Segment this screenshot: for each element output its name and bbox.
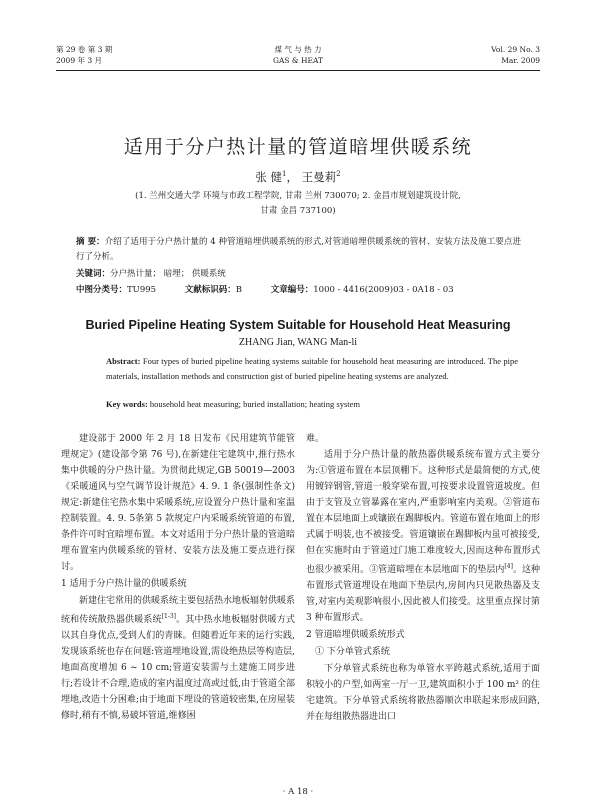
keywords-label-cn: 关键词： — [76, 269, 111, 279]
volume-issue: 第 29 卷 第 3 期 — [56, 45, 113, 54]
keywords-cn — [76, 267, 226, 281]
paragraph-text: 。其中热水地板辐射供暖方式以其自身优点,受到人们的青睐。但随着近年来的运行实践,发现该系统也存在问题:管道埋地设置,需设绝热层等构造层,地面高度增加 6 ~ 10 cm;管道安装需与土建施工同步进行;若设计不合理,造成的室内温度过高或过低,由于管道全部埋地,改造十分困难;由于地面下埋设的管道较密集,在房屋装修时,稍有不慎,易破坏管道,维修困 — [61, 615, 295, 721]
journal-name-en: GAS & HEAT — [272, 56, 323, 65]
paragraph-text: 新建住宅常用的供暖系统主要包括热水地板辐射供暖系统和传统散热器供暖系统 — [61, 596, 296, 625]
clc-value: TU995 — [127, 285, 157, 295]
keywords-text-cn: 分户热计量； 暗埋； 供暖系统 — [110, 269, 226, 279]
classification-row — [76, 283, 454, 297]
body-paragraph — [306, 447, 540, 626]
article-number-value: 1000 - 4416(2009)03 - 0A18 - 03 — [313, 285, 454, 295]
abstract-label-cn: 摘 要： — [76, 237, 105, 247]
keywords-en — [106, 399, 360, 409]
affiliation-line: 甘肃 金昌 737100) — [260, 206, 336, 216]
clc-label: 中图分类号： — [76, 285, 128, 295]
header-rule — [56, 70, 540, 71]
body-column-right — [306, 431, 540, 725]
doc-code-value: B — [235, 285, 243, 295]
abstract-cn — [76, 235, 521, 265]
subsection-heading: ① 下分单管式系统 — [315, 647, 390, 657]
section-heading: 2 管道暗埋供暖系统形式 — [306, 630, 405, 640]
abstract-text-en: Four types of buried pipeline heating systems suitable for household heat measuring are introduced. The pipe materials, installation methods and construction gist of buried pipeline heating systems are analyzed. — [106, 356, 519, 381]
keywords-label-en: Key words: — [106, 399, 148, 409]
author-name: 张 健 — [255, 170, 283, 184]
publication-date-en: Mar. 2009 — [501, 56, 540, 65]
article-number-label: 文章编号： — [270, 285, 314, 295]
abstract-en — [106, 354, 518, 384]
affiliation-marker: 2 — [336, 170, 341, 179]
abstract-label-en: Abstract: — [106, 356, 141, 366]
section-heading: 1 适用于分户热计量的供暖系统 — [61, 579, 187, 589]
citation-ref: [4] — [504, 563, 513, 570]
paper-title-en: Buried Pipeline Heating System Suitable for Household Heat Measuring — [85, 318, 511, 332]
journal-volume-info-en — [491, 44, 540, 66]
paper-title-cn: 适用于分户热计量的管道暗埋供暖系统 — [123, 136, 473, 158]
affiliation-line: (1. 兰州交通大学 环境与市政工程学院, 甘肃 兰州 730070; 2. 金昌市规划建筑设计院, — [135, 191, 461, 201]
page-number: · A 18 · — [282, 787, 314, 797]
paragraph-text: 。这种布置形式管道埋设在地面下垫层内,房间内只见散热器及支管,对室内美观影响很小,因此被人们接受。这里重点探讨第 3 种布置形式。 — [306, 565, 540, 623]
paragraph-text: 适用于分户热计量的散热器供暖系统布置方式主要分为:①管道布置在本层顶棚下。这种形式是最简便的方式,使用镀锌钢管,管道一般穿梁布置,可按要求设置管道坡度。但由于支管及立管暴露在室内,严重影响室内美观。②管道布置在本层地面上或镶嵌在踢脚板内。管道布置在地面上的形式属于明装,也不被接受。管道镶嵌在踢脚板内虽可被接受,但在实施时由于管道过门施工难度较大,因而这种布置形式也很少被采用。③管道暗埋在本层地面下的垫层内 — [306, 450, 541, 575]
body-paragraph: 建设部于 2000 年 2 月 18 日发布《民用建筑节能管理规定》(建设部令第 76 号),在新建住宅建筑中,推行热水集中供暖的分户热计量。为贯彻此规定,GB 50019—2003《采暖通风与空气调节设计规范》4. 9. 1 条(强制性条文)规定:新建住宅热水集中采暖系统,应设置分户热计量和室温控制装置。4. 9. 5条第 5 款规定户内采暖系统管道的布置,条件许可时宜暗埋布置。本文对适用于分户热计量的管道暗埋布置室内供暖系统的管材、安装方法及施工要点进行探讨。 — [61, 434, 296, 572]
body-paragraph-continued: 难。 — [306, 434, 325, 444]
body-column-left — [61, 431, 295, 724]
abstract-text-cn: 介绍了适用于分户热计量的 4 种管道暗埋供暖系统的形式,对管道暗埋供暖系统的管材、安装方法及施工要点进行了分析。 — [76, 237, 521, 262]
keywords-text-en: household heat measuring; buried installation; heating system — [149, 399, 361, 409]
affiliation-marker: 1 — [282, 170, 287, 179]
publication-date-cn: 2009 年 3 月 — [56, 56, 103, 65]
doc-code-label: 文献标识码： — [184, 285, 236, 295]
author-separator: ， — [286, 170, 302, 184]
authors-en: ZHANG Jian, WANG Man-li — [238, 337, 358, 348]
body-paragraph — [61, 593, 295, 724]
authors-cn — [0, 169, 596, 185]
body-paragraph: 下分单管式系统也称为单管水平跨越式系统,适用于面积较小的户型,如两室一厅一卫,建筑面积小于 100 m² 的住宅建筑。下分单管式系统将散热器顺次串联起来形成回路,并在每组散热器进出口 — [306, 664, 540, 722]
affiliations-cn — [110, 189, 486, 219]
volume-issue-en: Vol. 29 No. 3 — [491, 45, 540, 54]
citation-ref: [1-3] — [161, 613, 177, 620]
journal-name-cn: 煤 气 与 热 力 — [274, 45, 322, 54]
author-name: 王曼莉 — [301, 170, 337, 184]
